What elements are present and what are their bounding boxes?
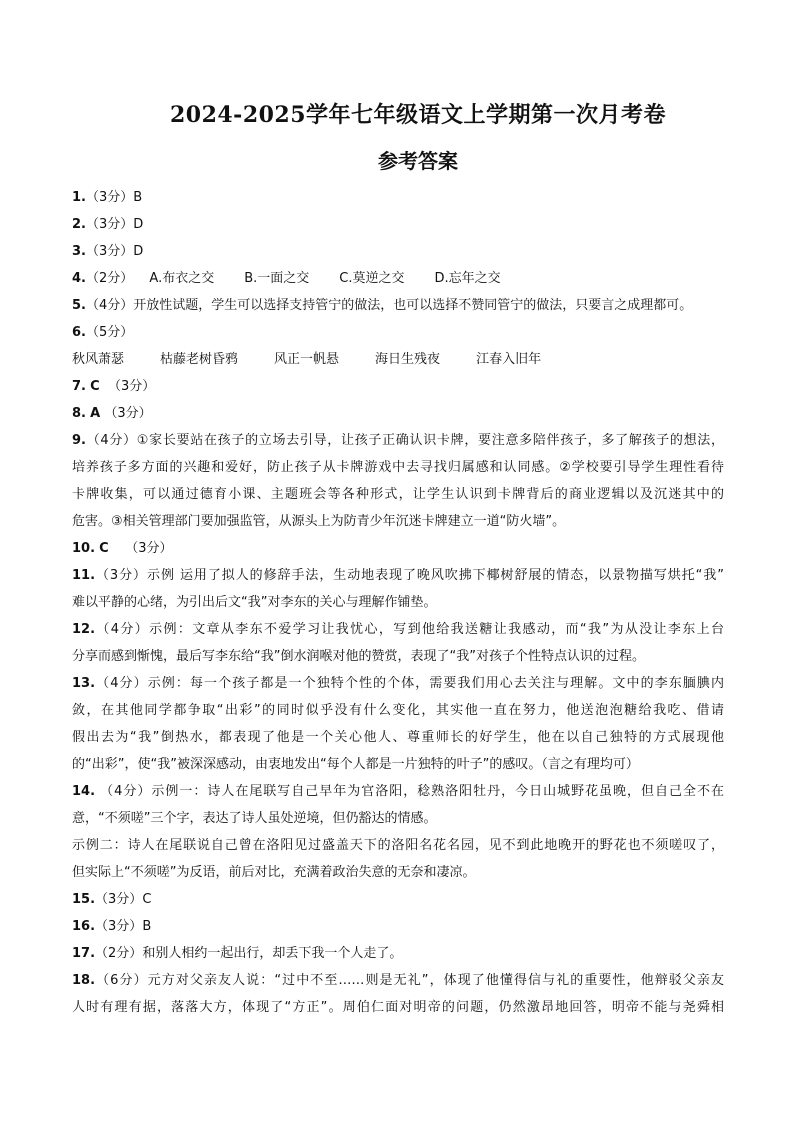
answer-item-12 (72, 616, 724, 670)
answer-line (72, 670, 724, 697)
poem-line-answer: 秋风萧瑟 (72, 352, 125, 367)
answer-item-11 (72, 562, 724, 616)
question-score: （4分） (85, 298, 134, 313)
answer-line: 示例二：诗人在尾联说自己曾在洛阳见过盛盖天下的洛阳名花名园，见不到此地晚开的野花也不须嗟叹了， (72, 838, 724, 853)
question-score: （3分） (107, 379, 156, 394)
answer-text: 示例：每一个孩子都是一个独特个性的个体，需要我们用心去关注与理解。文中的李东腼腆内 (147, 676, 724, 691)
answer-line (72, 616, 724, 643)
answer-line (72, 562, 724, 589)
answer-line: 敛，在其他同学都争取“出彩”的同时似乎没有什么变化，其实他一直在努力，他送泡泡糖给我吃、借请 (72, 703, 724, 718)
answer-text: 元方对父亲友人说：“过中不至……则是无礼”，体现了他懂得信与礼的重要性，他辩驳父亲友 (147, 973, 724, 988)
answer-option: C.莫逆之交 (339, 271, 405, 286)
question-score: （3分） (125, 541, 173, 556)
answer-line (72, 778, 724, 805)
poem-line-answer: 风正一帆悬 (274, 352, 340, 367)
question-score: （2分） (95, 946, 143, 961)
answer-text: C (99, 541, 109, 556)
answer-text: D (133, 244, 144, 259)
answer-text: ①家长要站在孩子的立场去引导，让孩子正确认识卡牌，要注意多陪伴孩子，多了解孩子的想法， (136, 433, 724, 448)
question-number: 8. (72, 406, 86, 421)
question-score: （3分） (85, 244, 134, 259)
question-number: 3. (72, 244, 86, 259)
answer-item-4 (72, 265, 724, 292)
answer-line: 分享而感到惭愧，最后写李东给“我”倒水润喉对他的赞赏，表现了“我”对孩子个性特点认识的过程。 (72, 649, 645, 664)
answer-option: D.忘年之交 (434, 271, 501, 286)
question-number: 5. (72, 298, 86, 313)
question-number: 14. (72, 784, 96, 799)
question-number: 7. (72, 379, 86, 394)
answer-line (72, 967, 724, 994)
answer-text: B (133, 190, 143, 205)
answer-text: 示例 运用了拟人的修辞手法，生动地表现了晚风吹拂下椰树舒展的情态，以景物描写烘托“我” (147, 568, 724, 583)
answer-item-10 (72, 535, 724, 562)
document-title: 2024-2025学年七年级语文上学期第一次月考卷 (169, 102, 667, 128)
answer-option: B.一面之交 (244, 271, 310, 286)
answer-line (72, 427, 724, 454)
answer-text: C (90, 379, 100, 394)
answer-item-17 (72, 940, 724, 967)
question-number: 18. (72, 973, 96, 988)
answer-line: 的“出彩”，使“我”被深深感动，由衷地发出“每个人都是一片独特的叶子”的感叹。（言之有理均可） (72, 757, 639, 772)
answer-item-3 (72, 238, 724, 265)
question-score: （3分） (85, 217, 134, 232)
answer-item-8 (72, 400, 724, 427)
answer-item-1 (72, 184, 724, 211)
answer-line: 培养孩子多方面的兴趣和爱好，防止孩子从卡牌游戏中去寻找归属感和认同感。②学校要引导学生理性看待 (72, 460, 724, 475)
answer-item-18 (72, 967, 724, 1021)
answer-line: 人时有理有据，落落大方，体现了“方正”。周伯仁面对明帝的问题，仍然激昂地回答，明帝不能与尧舜相 (72, 1000, 724, 1015)
question-score: （6分） (95, 973, 148, 988)
question-score: （4分） (100, 784, 152, 799)
question-number: 2. (72, 217, 86, 232)
answer-item-13 (72, 670, 724, 778)
question-score: （2分） (85, 271, 134, 286)
question-score: （4分） (95, 676, 148, 691)
question-score: （3分） (95, 919, 143, 934)
answer-list (72, 184, 724, 1021)
poem-line-answer: 江春入旧年 (476, 352, 542, 367)
answer-line: 假出去为“我”倒热水，都表现了他是一个关心他人、尊重师长的好学生，他在以自己独特的方式展现他 (72, 730, 724, 745)
question-number: 11. (72, 568, 96, 583)
question-score: （4分） (95, 622, 150, 637)
question-number: 16. (72, 919, 96, 934)
poem-line-answer: 海日生残夜 (375, 352, 441, 367)
question-score: （3分） (104, 406, 152, 421)
answer-item-2 (72, 211, 724, 238)
question-number: 12. (72, 622, 96, 637)
question-score: （4分） (85, 433, 137, 448)
question-number: 15. (72, 892, 96, 907)
answer-option: A.布衣之交 (149, 271, 215, 286)
answer-item-7 (72, 373, 724, 400)
answer-item-6-poems (72, 346, 724, 373)
question-number: 13. (72, 676, 96, 691)
answer-item-15 (72, 886, 724, 913)
answer-line: 难以平静的心绪，为引出后文“我”对李东的关心与理解作铺垫。 (72, 595, 437, 610)
answer-text: D (133, 217, 144, 232)
answer-text: C (142, 892, 152, 907)
answer-item-16 (72, 913, 724, 940)
question-score: （3分） (95, 892, 143, 907)
question-number: 10. (72, 541, 96, 556)
question-score: （5分） (85, 325, 134, 340)
answer-item-9 (72, 427, 724, 535)
question-number: 4. (72, 271, 86, 286)
answer-text: 开放性试题，学生可以选择支持管宁的做法，也可以选择不赞同管宁的做法，只要言之成理都可。 (133, 298, 693, 313)
answer-line: 危害。③相关管理部门要加强监管，从源头上为防青少年沉迷卡牌建立一道“防火墙”。 (72, 514, 566, 529)
document-subtitle: 参考答案 (378, 149, 458, 173)
answer-item-14 (72, 778, 724, 886)
question-number: 1. (72, 190, 86, 205)
answer-text: 示例：文章从李东不爱学习让我忧心，写到他给我送糖让我感动，而“我”为从没让李东上台 (149, 622, 724, 637)
question-score: （3分） (95, 568, 147, 583)
poem-line-answer: 枯藤老树昏鸦 (160, 352, 239, 367)
question-number: 17. (72, 946, 96, 961)
answer-line: 但实际上“不须嗟”为反语，前后对比，充满着政治失意的无奈和凄凉。 (72, 865, 476, 880)
answer-text: A (90, 406, 101, 421)
answer-item-6 (72, 319, 724, 346)
answer-options (137, 271, 530, 286)
answer-text: B (142, 919, 152, 934)
answer-text: 和别人相约一起出行，却丢下我一个人走了。 (142, 946, 403, 961)
answer-line: 卡牌收集，可以通过德育小课、主题班会等各种形式，让学生认识到卡牌背后的商业逻辑以及沉迷其中的 (72, 487, 724, 502)
answer-text: 示例一：诗人在尾联写自己早年为官洛阳，稔熟洛阳牡丹，今日山城野花虽晚，但自己全不在 (151, 784, 724, 799)
answer-item-5 (72, 292, 724, 319)
question-number: 9. (72, 433, 86, 448)
question-number: 6. (72, 325, 86, 340)
question-score: （3分） (85, 190, 134, 205)
answer-line: 意，“不须嗟”三个字，表达了诗人虽处逆境，但仍豁达的情感。 (72, 811, 437, 826)
